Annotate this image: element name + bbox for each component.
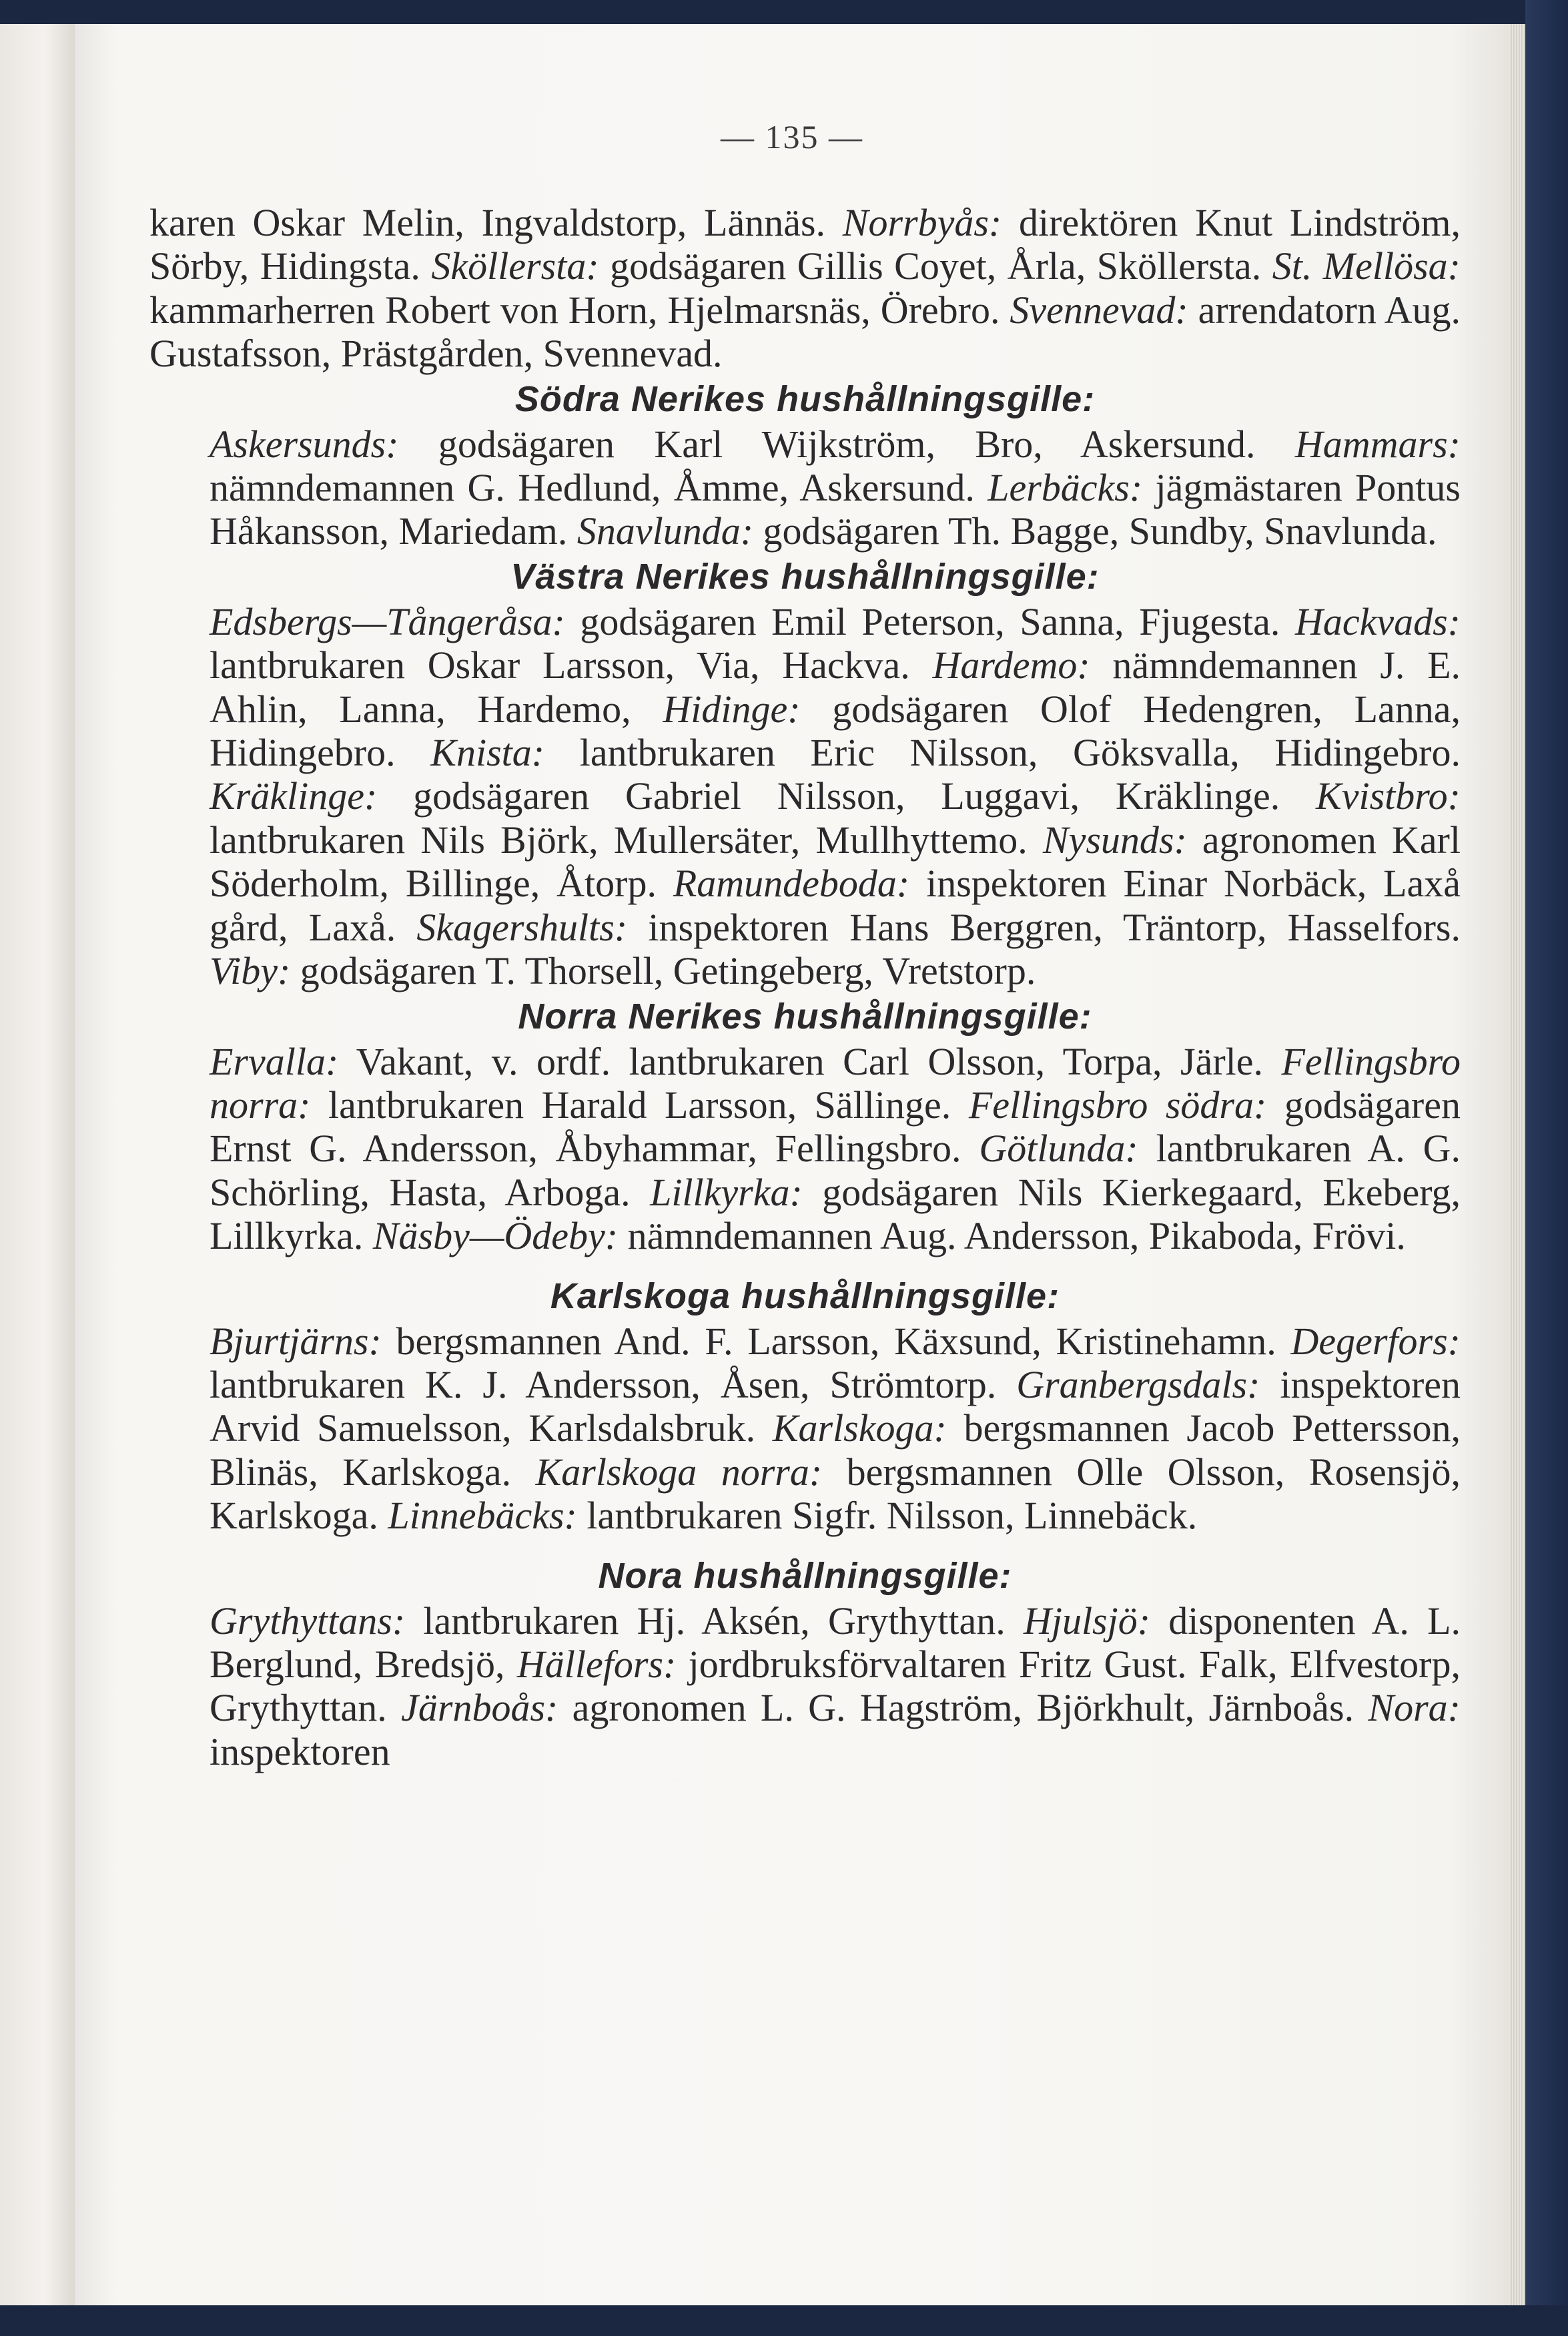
entry-text: inspektoren Arvid Samuelsson, Karlsdalsbruk. [210,1362,1461,1450]
parish-name: Lillkyrka: [650,1170,803,1214]
section-paragraph [149,1040,1461,1258]
entry-text: disponenten A. L. Berglund, Bredsjö, [210,1598,1461,1686]
entry-text: arrendatorn Aug. Gustafsson, Prästgården, Svennevad. [149,288,1461,376]
section-heading: Nora hushållningsgille: [598,1555,1012,1596]
facing-page-edge [0,24,75,2305]
book-page [75,24,1509,2305]
parish-name: Nysunds: [1042,818,1187,862]
entry-text: bergsmannen Olle Olsson, Rosensjö, Karlskoga. [210,1450,1461,1538]
parish-name: Askersunds: [210,422,399,466]
parish-name: Grythyttans: [210,1598,406,1643]
parish-name: Skagershults: [416,905,628,949]
parish-name: Näsby—Ödeby: [372,1214,619,1258]
entry-text: inspektoren Hans Berggren, Träntorp, Hasselfors. [627,905,1461,949]
parish-name: St. Mellösa: [1272,244,1461,288]
parish-name: Kräklinge: [210,774,378,818]
entry-text: nämndemannen J. E. Ahlin, Lanna, Hardemo, [210,643,1461,731]
parish-name: Degerfors: [1290,1319,1461,1363]
entry-text: godsägaren Ernst G. Andersson, Åbyhammar, Fellingsbro. [210,1083,1461,1171]
entry-text: bergsmannen Jacob Pettersson, Blinäs, Karlskoga. [210,1406,1461,1494]
sections-container [149,376,1461,1774]
parish-name: Sköllersta: [431,244,599,288]
entry-text: lantbrukaren Nils Björk, Mullersäter, Mullhyttemo. [210,818,1043,862]
parish-name: Hällefors: [516,1642,677,1686]
section-paragraph [149,1320,1461,1538]
parish-name: Hackvads: [1294,599,1461,643]
entry-text: inspektoren Einar Norbäck, Laxå gård, Laxå. [210,862,1461,949]
section-paragraph [149,1599,1461,1774]
parish-name: Lerbäcks: [988,466,1143,510]
entry-text: lantbrukaren Sigfr. Nilsson, Linnebäck. [576,1494,1198,1538]
entry-text: godsägaren Nils Kierkegaard, Ekeberg, Lillkyrka. [210,1170,1461,1258]
parish-name: Karlskoga: [772,1406,947,1450]
parish-name: Nora: [1368,1686,1461,1730]
book-cover-top [0,0,1568,24]
parish-name: Bjurtjärns: [210,1319,382,1363]
parish-name: Ramundeboda: [673,862,910,906]
intro-paragraph [149,201,1461,376]
section-paragraph [149,422,1461,553]
entry-text: direktören Knut Lindström, Sörby, Hidingsta. [149,201,1461,288]
entry-text: jägmästaren Pontus Håkansson, Mariedam. [210,466,1461,553]
page-stack-edges [1509,24,1525,2305]
entry-text: lantbrukaren Eric Nilsson, Göksvalla, Hidingebro. [544,731,1461,775]
page-number: — 135 — [721,118,863,156]
parish-name: Götlunda: [979,1127,1138,1171]
entry-text: godsägaren Emil Peterson, Sanna, Fjugesta. [564,599,1295,643]
parish-name: Svennevad: [1010,288,1188,332]
section-heading: Karlskoga hushållningsgille: [550,1275,1060,1316]
entry-text: nämndemannen Aug. Andersson, Pikaboda, Frövi. [618,1214,1406,1258]
parish-name: Granbergsdals: [1016,1362,1260,1406]
section-paragraph [149,600,1461,993]
entry-text: godsägaren Th. Bagge, Sundby, Snavlunda. [753,509,1437,553]
parish-name: Fellingsbro norra: [210,1039,1461,1127]
parish-name: Viby: [210,949,291,993]
parish-name: Ervalla: [210,1039,339,1083]
book-cover-bottom [0,2305,1568,2336]
parish-name: Järnboås: [401,1686,558,1730]
parish-name: Norrbyås: [842,201,1002,244]
parish-name: Hidinge: [663,687,801,731]
parish-name: Hardemo: [932,643,1090,687]
entry-text: lantbrukaren Hj. Aksén, Grythyttan. [405,1598,1024,1643]
parish-name: Edsbergs—Tångeråsa: [210,599,565,643]
entry-text: nämndemannen G. Hedlund, Åmme, Askersund. [210,466,988,510]
parish-name: Knista: [430,731,545,775]
entry-text: bergsmannen And. F. Larsson, Käxsund, Kristinehamn. [381,1319,1291,1363]
parish-name: Hjulsjö: [1023,1598,1151,1643]
entry-text: lantbrukaren Oskar Larsson, Via, Hackva. [210,643,933,687]
entry-text: godsägaren Karl Wijkström, Bro, Askersund. [398,422,1295,466]
entry-text: lantbrukaren K. J. Andersson, Åsen, Strömtorp. [210,1362,1017,1406]
parish-name: Kvistbro: [1316,774,1461,818]
entry-text: godsägaren Gabriel Nilsson, Luggavi, Kräklinge. [377,774,1316,818]
section-heading: Västra Nerikes hushållningsgille: [510,556,1100,597]
section-heading: Södra Nerikes hushållningsgille: [514,378,1096,419]
page-content [149,201,1461,1773]
entry-text: agronomen Karl Söderholm, Billinge, Åtorp. [210,818,1461,906]
entry-text: kammarherren Robert von Horn, Hjelmarsnäs, Örebro. [149,288,1010,332]
entry-text: lantbrukaren A. G. Schörling, Hasta, Arboga. [210,1127,1461,1214]
book-cover-right [1525,0,1568,2336]
section-heading: Norra Nerikes hushållningsgille: [518,996,1092,1037]
parish-name: Fellingsbro södra: [968,1083,1267,1127]
entry-text: Vakant, v. ordf. lantbrukaren Carl Olsson, Torpa, Järle. [338,1039,1282,1083]
parish-name: Hammars: [1294,422,1461,466]
parish-name: Karlskoga norra: [535,1450,823,1494]
entry-text: godsägaren Gillis Coyet, Årla, Sköllersta. [599,244,1272,288]
parish-name: Snavlunda: [576,509,754,553]
entry-text: lantbrukaren Harald Larsson, Sällinge. [310,1083,969,1127]
entry-text: jordbruksförvaltaren Fritz Gust. Falk, Elfvestorp, Grythyttan. [210,1642,1461,1730]
entry-text: godsägaren T. Thorsell, Getingeberg, Vretstorp. [290,949,1036,993]
parish-name: Linnebäcks: [388,1494,577,1538]
entry-text: karen Oskar Melin, Ingvaldstorp, Lännäs. [149,201,843,244]
entry-text: godsägaren Olof Hedengren, Lanna, Hidingebro. [210,687,1461,775]
entry-text: agronomen L. G. Hagström, Björkhult, Järnboås. [558,1686,1368,1730]
entry-text: inspektoren [210,1729,390,1773]
